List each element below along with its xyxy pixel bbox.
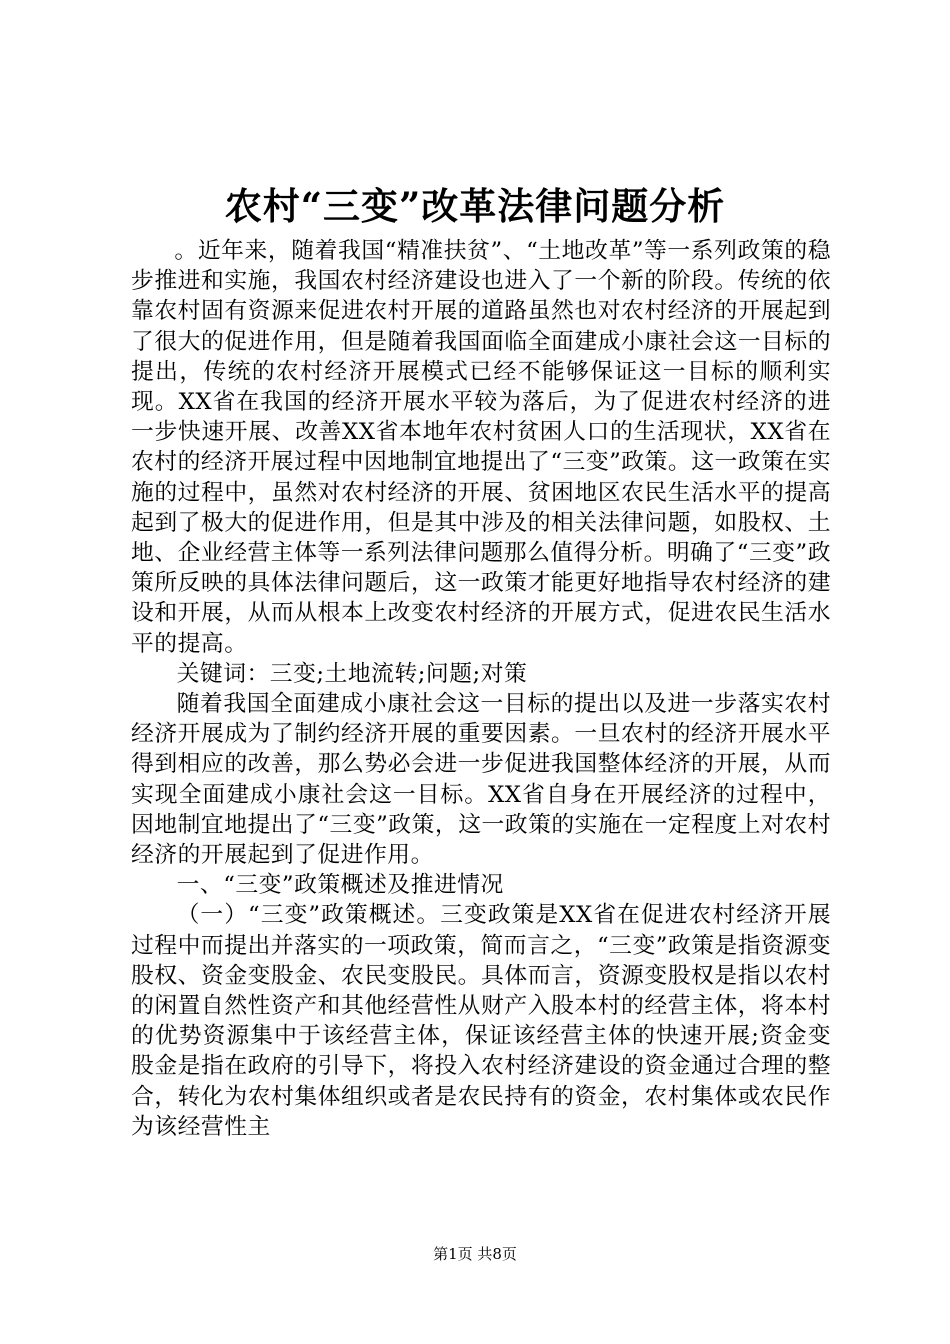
section-paragraph: （一）“三变”政策概述。三变政策是XX省在促进农村经济开展过程中而提出并落实的一项政策，简而言之，“三变”政策是指资源变股权、资金变股金、农民变股民。具体而言，资源变股权是指以农村的闲置自然性资产和其他经营性从财产入股本村的经营主体，将本村的优势资源集中于该经营主体，保证该经营主体的快速开展;资金变股金是指在政府的引导下，将投入农村经济建设的资金通过合理的整合，转化为农村集体组织或者是农民持有的资金，农村集体或农民作为该经营性主 [131,902,831,1140]
intro-paragraph: 随着我国全面建成小康社会这一目标的提出以及进一步落实农村经济开展成为了制约经济开展的重要因素。一旦农村的经济开展水平得到相应的改善，那么势必会进一步促进我国整体经济的开展，从而实现全面建成小康社会这一目标。XX省自身在开展经济的过程中，因地制宜地提出了“三变”政策，这一政策的实施在一定程度上对农村经济的开展起到了促进作用。 [131,691,831,869]
keywords-line: 关键词：三变;土地流转;问题;对策 [176,660,528,687]
page-number-footer: 第1页 共8页 [433,1245,517,1263]
document-body [131,236,831,1142]
abstract-paragraph: 。近年来，随着我国“精准扶贫”、“土地改革”等一系列政策的稳步推进和实施，我国农村经济建设也进入了一个新的阶段。传统的依靠农村固有资源来促进农村开展的道路虽然也对农村经济的开展起到了很大的促进作用，但是随着我国面临全面建成小康社会这一目标的提出，传统的农村经济开展模式已经不能够保证这一目标的顺利实现。XX省在我国的经济开展水平较为落后，为了促进农村经济的进一步快速开展、改善XX省本地年农村贫困人口的生活现状，XX省在农村的经济开展过程中因地制宜地提出了“三变”政策。这一政策在实施的过程中，虽然对农村经济的开展、贫困地区农民生活水平的提高起到了极大的促进作用，但是其中涉及的相关法律问题，如股权、土地、企业经营主体等一系列法律问题那么值得分析。明确了“三变”政策所反映的具体法律问题后，这一政策才能更好地指导农村经济的建设和开展，从而从根本上改变农村经济的开展方式，促进农民生活水平的提高。 [131,238,831,657]
section-heading: 一、“三变”政策概述及推进情况 [176,872,504,899]
document-title: 农村“三变”改革法律问题分析 [224,184,726,228]
